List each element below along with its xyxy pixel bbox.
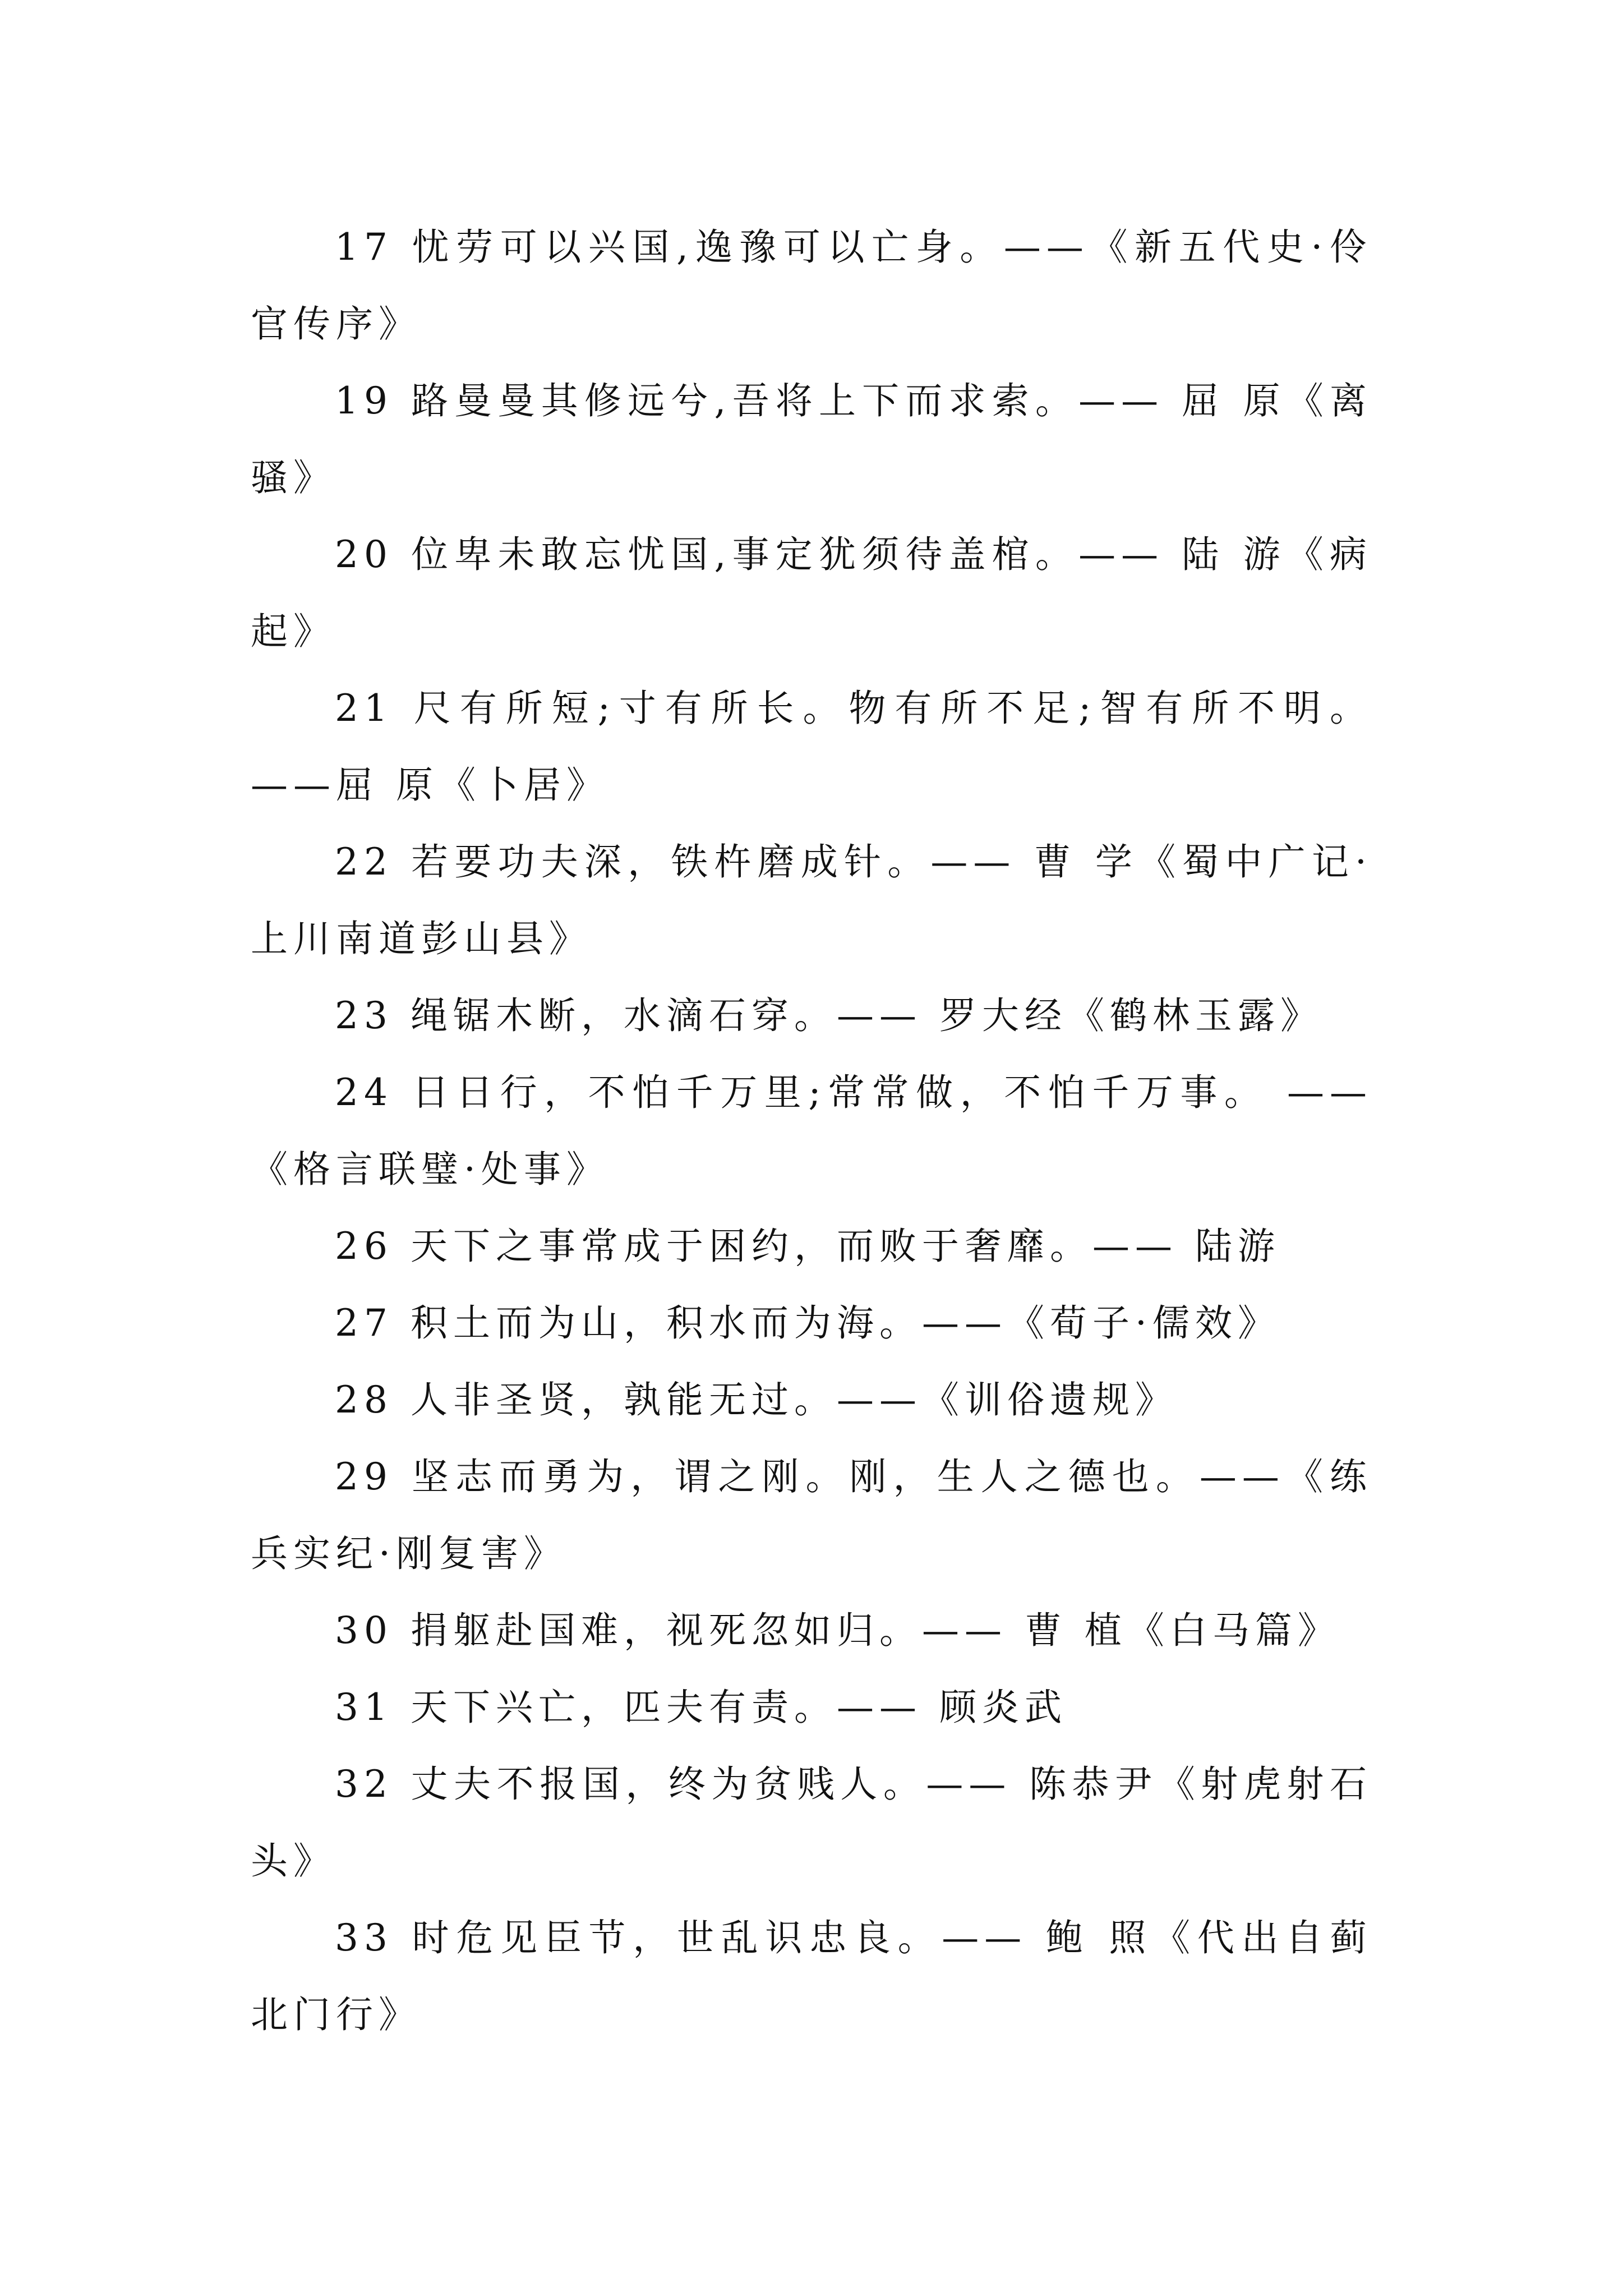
- quote-26: 26 天下之事常成于困约，而败于奢靡。—— 陆游: [335, 1225, 1280, 1268]
- quote-33: 33 时危见臣节，世乱识忠良。—— 鲍 照《代出自蓟北门行》: [251, 1916, 1372, 2036]
- quote-23: 23 绳锯木断，水滴石穿。—— 罗大经《鹤林玉露》: [335, 994, 1323, 1037]
- quote-28: 28 人非圣贤，孰能无过。——《训俗遗规》: [335, 1378, 1178, 1421]
- quote-20: 20 位卑未敢忘忧国,事定犹须待盖棺。—— 陆 游《病起》: [251, 533, 1372, 653]
- quote-22: 22 若要功夫深，铁杵磨成针。—— 曹 学《蜀中广记·上川南道彭山县》: [251, 840, 1372, 960]
- quote-21: 21 尺有所短;寸有所长。物有所不足;智有所不明。——屈 原《卜居》: [251, 687, 1372, 807]
- quote-31: 31 天下兴亡，匹夫有责。—— 顾炎武: [335, 1686, 1067, 1729]
- quote-list: [251, 209, 1372, 2053]
- quote-24: 24 日日行，不怕千万里;常常做，不怕千万事。 ——《格言联璧·处事》: [251, 1071, 1372, 1191]
- quote-29: 29 坚志而勇为，谓之刚。刚，生人之德也。——《练兵实纪·刚复害》: [251, 1455, 1372, 1575]
- quote-27: 27 积土而为山，积水而为海。——《荀子·儒效》: [335, 1301, 1280, 1345]
- quote-17: 17 忧劳可以兴国,逸豫可以亡身。——《新五代史·伶官传序》: [251, 226, 1372, 346]
- quote-30: 30 捐躯赴国难，视死忽如归。—— 曹 植《白马篇》: [335, 1609, 1340, 1652]
- quote-32: 32 丈夫不报国，终为贫贱人。—— 陈恭尹《射虎射石头》: [251, 1763, 1372, 1883]
- quote-19: 19 路曼曼其修远兮,吾将上下而求索。—— 屈 原《离骚》: [251, 379, 1372, 499]
